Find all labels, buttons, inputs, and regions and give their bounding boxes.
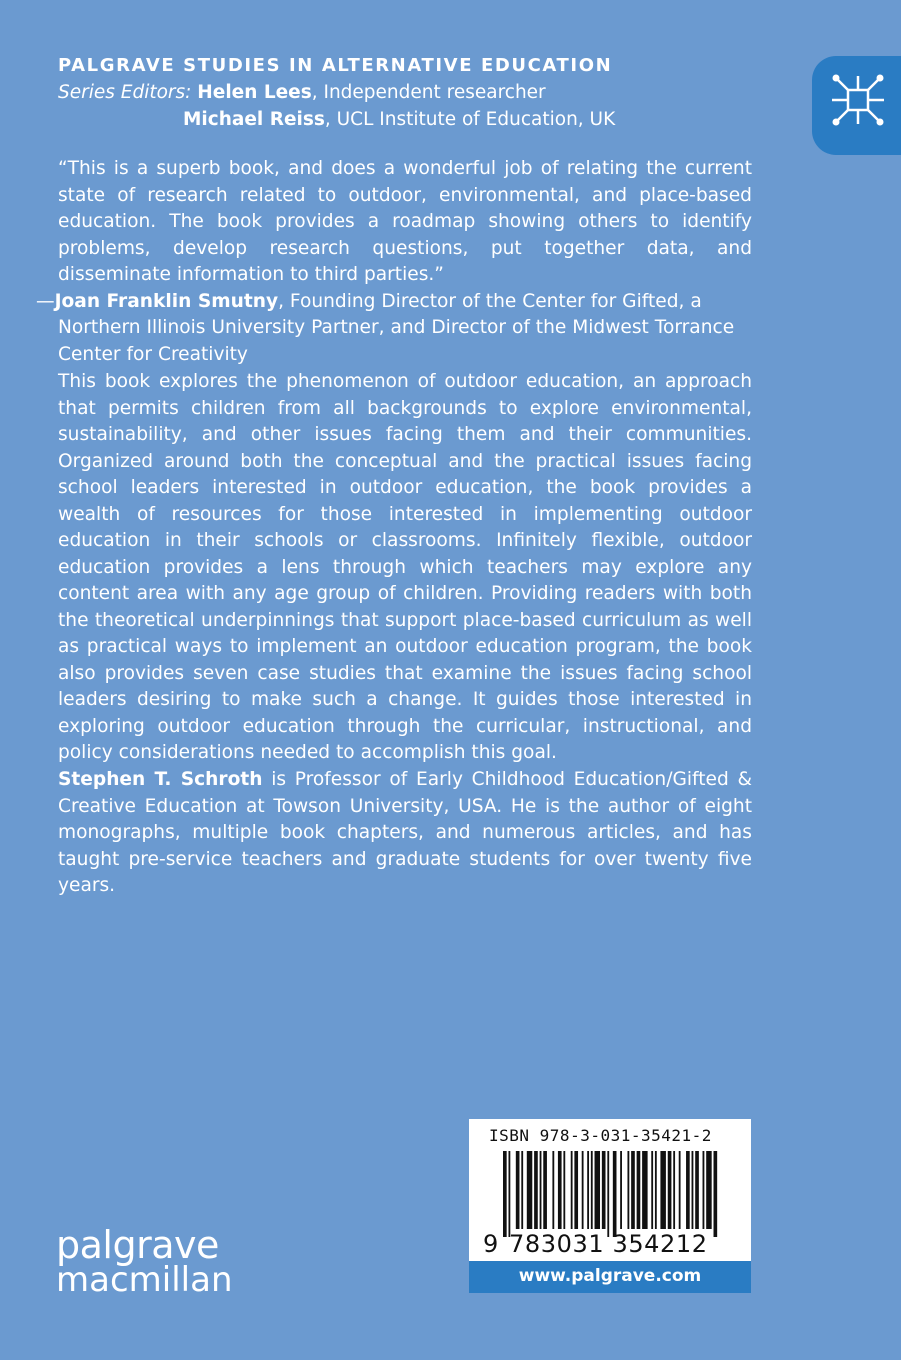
- editor-affiliation: , UCL Institute of Education, UK: [324, 109, 616, 130]
- description-paragraph: This book explores the phenomenon of outdoor education, an approach that permits children from all backgrounds to explore environmental, sustainability, and other issues facing them and their communities. Organized around both the conceptual and the practical issues facing school leaders interested in outdoor education, the book provides a wealth of resources for those interested in implementing outdoor education in their schools or classrooms. Infinitely flexible, outdoor education provides a lens through which teachers may explore any content area with any age group of children. Providing readers with both the theoretical underpinnings that support place-based curriculum as well as practical ways to implement an outdoor education program, the book also provides seven case studies that examine the issues facing school leaders desiring to make such a change. It guides those interested in exploring outdoor education through the curricular, instructional, and policy considerations needed to accomplish this goal.: [58, 371, 752, 763]
- barcode-bar: [534, 1151, 538, 1229]
- book-description: [58, 369, 752, 767]
- barcode-bar: [543, 1151, 547, 1229]
- isbn-barcode: [469, 1119, 751, 1261]
- barcode-digits: 783031 354212: [509, 1230, 708, 1258]
- barcode-bar: [642, 1151, 647, 1229]
- barcode-bar: [679, 1151, 681, 1229]
- barcode-bar: [595, 1151, 600, 1229]
- barcode-bar: [631, 1151, 635, 1229]
- barcode-bar: [516, 1151, 520, 1229]
- series-badge: [812, 56, 901, 155]
- barcode-first-digit: 9: [483, 1230, 499, 1258]
- barcode-bar: [668, 1151, 672, 1229]
- barcode-bar: [521, 1151, 523, 1229]
- series-editors-label: Series Editors:: [58, 82, 192, 103]
- barcode-bar: [527, 1151, 532, 1229]
- barcode-bar: [602, 1151, 606, 1229]
- barcode-bar: [695, 1151, 699, 1229]
- barcode-bar: [714, 1151, 718, 1237]
- quote-attribution: [36, 289, 752, 369]
- barcode-bar: [508, 1151, 510, 1237]
- barcode-bar: [563, 1151, 565, 1229]
- barcode-bar: [607, 1151, 609, 1237]
- barcode-bar: [673, 1151, 675, 1229]
- barcode-bar: [620, 1151, 622, 1229]
- quote-dash: —: [36, 290, 55, 312]
- endorsement-quote: [36, 156, 752, 368]
- barcode-bar: [591, 1151, 593, 1229]
- author-name: Stephen T. Schroth: [58, 769, 263, 790]
- barcode-bar: [627, 1151, 629, 1229]
- isbn-number: ISBN 978-3-031-35421-2: [489, 1126, 712, 1145]
- barcode-bars: [503, 1151, 719, 1237]
- quote-affiliation: , Founding Director of the Center for Gifted, a Northern Illinois University Partner, and Director of the Midwest Torrance Center for Creativity: [58, 290, 735, 365]
- editor-affiliation: , Independent researcher: [311, 82, 546, 103]
- bio-text: is Professor of Early Childhood Education/Gifted & Creative Education at Towson University, USA. He is the author of eight monographs, multiple book chapters, and numerous articles, and has taught pre-service teachers and graduate students for over twenty five years.: [58, 769, 752, 896]
- editor-name: Helen Lees: [197, 82, 312, 103]
- barcode-bar: [651, 1151, 653, 1229]
- barcode-bar: [655, 1151, 657, 1229]
- barcode-bar: [706, 1151, 711, 1229]
- logo-line-palgrave: palgrave: [56, 1223, 219, 1267]
- barcode-bar: [558, 1151, 562, 1229]
- barcode-bar: [571, 1151, 573, 1229]
- series-editor-2: [58, 106, 615, 133]
- publisher-url[interactable]: www.palgrave.com: [469, 1261, 751, 1293]
- barcode-bar: [587, 1151, 589, 1229]
- barcode-bar: [552, 1151, 554, 1229]
- publisher-logo: [56, 1223, 233, 1300]
- barcode-bar: [692, 1151, 694, 1229]
- series-info: [58, 52, 615, 133]
- barcode-bar: [703, 1151, 705, 1229]
- series-title: PALGRAVE STUDIES IN ALTERNATIVE EDUCATION: [58, 55, 613, 76]
- barcode-bar: [637, 1151, 641, 1229]
- logo-line-macmillan: macmillan: [56, 1260, 233, 1300]
- barcode-bar: [686, 1151, 690, 1229]
- network-node-icon: [826, 68, 890, 132]
- quote-text: “This is a superb book, and does a wonderful job of relating the current state of research related to outdoor, environmental, and place-based education. The book provides a roadmap showing others to identify problems, develop research questions, put together data, and disseminate information to third parties.”: [58, 158, 752, 285]
- quote-author: Joan Franklin Smutny: [54, 290, 279, 312]
- author-bio: [58, 767, 752, 900]
- barcode-bar: [503, 1151, 507, 1237]
- barcode-bar: [540, 1151, 542, 1229]
- barcode-bar: [660, 1151, 665, 1229]
- barcode-bar: [582, 1151, 584, 1229]
- bio-paragraph: [58, 767, 752, 900]
- editor-name: Michael Reiss: [183, 109, 325, 130]
- barcode-bar: [613, 1151, 617, 1237]
- barcode-bar: [574, 1151, 578, 1229]
- series-editor-1: [58, 79, 615, 106]
